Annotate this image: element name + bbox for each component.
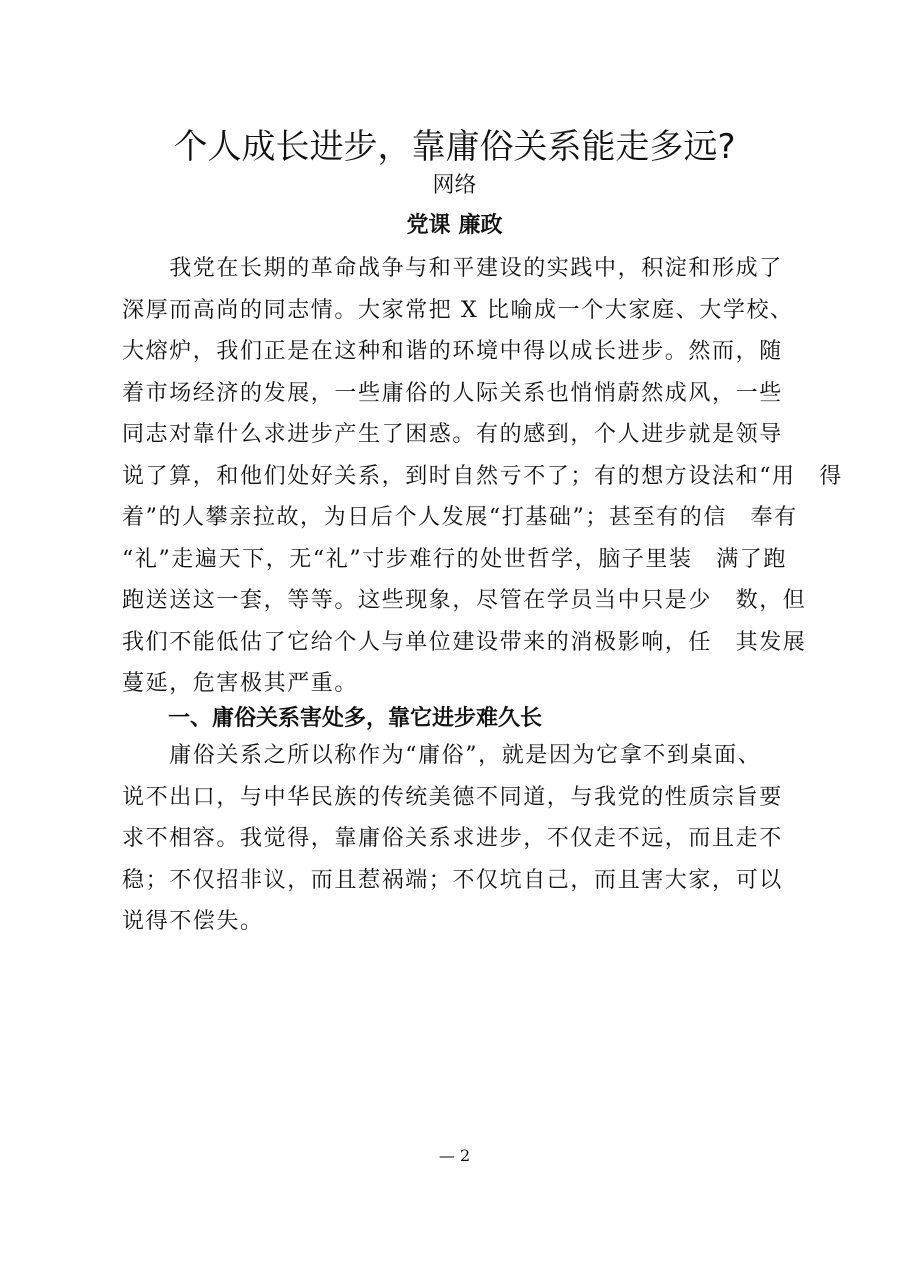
text-line: 我们不能低估了它给个人与单位建设带来的消极影响，任 其发展 (122, 629, 807, 655)
text-line: 求不相容。我觉得，靠庸俗关系求进步，不仅走不远，而且走不 (122, 826, 783, 851)
text-line: 说不出口，与中华民族的传统美德不同道，与我党的性质宗旨要 (122, 784, 783, 810)
section-heading: 一、庸俗关系害处多，靠它进步难久长 (168, 705, 543, 731)
text-line: 跑送送这一套，等等。这些现象，尽管在学员当中只是少 数，但 (122, 588, 807, 613)
text-line: “礼”走遍天下，无“礼”寸步难行的处世哲学，脑子里装 满了跑 (122, 546, 787, 572)
document-source: 网络 (432, 173, 477, 198)
text-line: 我党在长期的革命战争与和平建设的实践中，积淀和形成了 (122, 256, 783, 281)
text-line: 蔓延，危害极其严重。 (122, 671, 359, 696)
document-tags (0, 211, 909, 239)
tag-label: 廉政 (458, 212, 503, 238)
text-line: 着”的人攀亲拉故，为日后个人发展“打基础”；甚至有的信 奉有 (122, 505, 798, 530)
text-line: 深厚而高尚的同志情。大家常把 X 比喻成一个大家庭、大学校、 (122, 297, 794, 323)
page-number: — 2 (438, 1146, 471, 1165)
text-line: 同志对靠什么求进步产生了困惑。有的感到，个人进步就是领导 (122, 422, 783, 447)
paragraph-section1 (122, 735, 812, 943)
document-title: 个人成长进步，靠庸俗关系能走多远? (173, 127, 736, 167)
text-line: 说得不偿失。 (122, 909, 264, 934)
text-line: 庸俗关系之所以称作为“庸俗”，就是因为它拿不到桌面、 (122, 743, 762, 768)
text-line: 着市场经济的发展，一些庸俗的人际关系也悄悄蔚然成风，一些 (122, 380, 783, 406)
text-line: 稳；不仅招非议，而且惹祸端；不仅坑自己，而且害大家，可以 (122, 867, 783, 893)
tag-label: 党课 (406, 212, 451, 238)
text-line: 说了算，和他们处好关系，到时自然亏不了；有的想方设法和“用 得 (122, 463, 843, 489)
text-line: 大熔炉，我们正是在这种和谐的环境中得以成长进步。然而，随 (122, 339, 783, 364)
paragraph-intro (122, 248, 843, 705)
